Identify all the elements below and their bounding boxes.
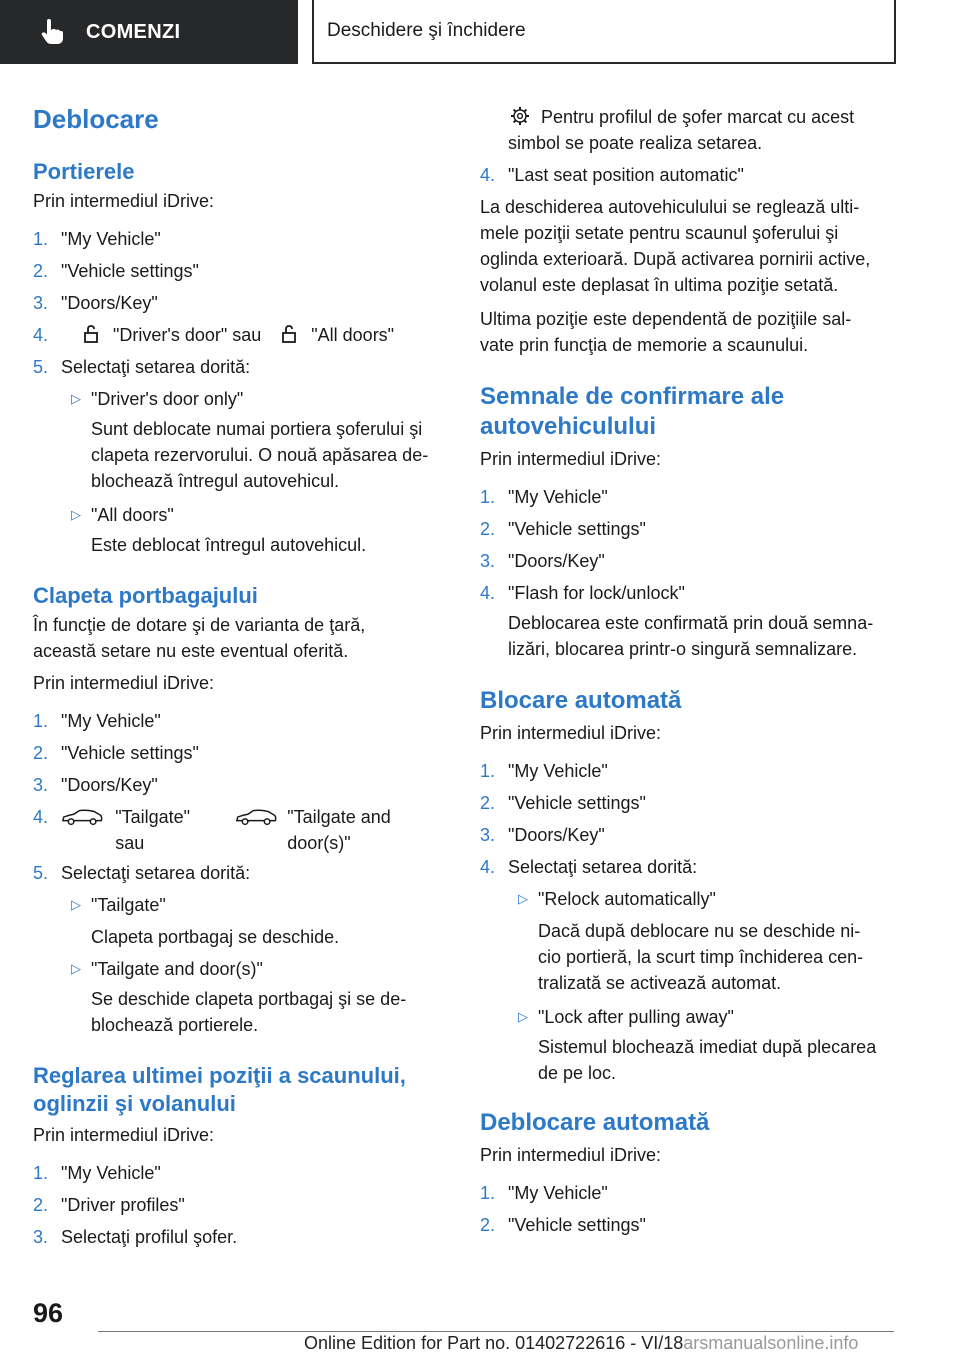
car-tailgate-icon: [235, 808, 277, 826]
triangle-bullet-icon: ▷: [518, 1009, 528, 1024]
list-item: 4. Selectaţi setarea dorită:: [480, 857, 698, 877]
list-item: 4. "Tailgate" sau "Tailgate and door(s)": [33, 807, 391, 853]
intro-text: Prin intermediul iDrive:: [480, 1145, 662, 1165]
right-column: [480, 104, 900, 1244]
list-item: 3. Selectaţi profilul şofer.: [33, 1227, 238, 1247]
step-description: Deblocarea este confirmată prin două semna‐lizări, blocarea printr-o singură semnalizare.: [508, 613, 874, 659]
list-item: 1. "My Vehicle": [480, 761, 608, 781]
list-item: 5. Selectaţi setarea dorită:: [33, 357, 251, 377]
option-description: Sistemul blochează imediat după plecarea de pe loc.: [538, 1037, 877, 1083]
list-item: 3. "Doors/Key": [480, 551, 605, 571]
option-item: ▷ "Tailgate and door(s)": [33, 956, 445, 986]
heading-deblocare: Deblocare: [33, 104, 159, 134]
list-item: 2. "Vehicle settings": [480, 519, 646, 539]
option-description: Sunt deblocate numai portiera şoferului şi clapeta rezervorului. O nouă apăsarea de‐blochează întregul autovehicul.: [91, 419, 429, 491]
car-tailgate-icon: [61, 808, 103, 826]
triangle-bullet-icon: ▷: [71, 391, 81, 406]
edition-text: Online Edition for Part no. 01402722616 - VI/18: [304, 1333, 684, 1353]
heading-blocare: Blocare automată: [480, 687, 682, 714]
list-item: 1. "My Vehicle": [33, 711, 161, 731]
intro-text: Prin intermediul iDrive:: [33, 191, 215, 211]
unlock-icon: [83, 325, 99, 343]
list-item: 4. "Last seat position automatic": [480, 165, 744, 185]
list-item: 2. "Vehicle settings": [480, 1215, 646, 1235]
intro-text: Prin intermediul iDrive:: [480, 723, 662, 743]
paragraph: La deschiderea autovehiculului se reglează ulti‐mele poziţii setate pentru scaunul şoferului şi oglinda exterioară. După activarea pornirii active, volanul este deplasat în ultima poziţie setată.: [480, 197, 871, 295]
list-item: 1. "My Vehicle": [480, 1183, 608, 1203]
hand-pointer-icon: [40, 19, 64, 45]
settings-gear-icon: [510, 106, 530, 126]
heading-reglarea: Reglarea ultimei poziţii a scaunului, oglinzii şi volanului: [33, 1063, 406, 1116]
option-item: ▷ "All doors": [33, 502, 445, 532]
triangle-bullet-icon: ▷: [71, 897, 81, 912]
chapter-label: Deschidere şi închidere: [327, 20, 526, 41]
list-item: 4. "Driver's door" sau "All doors": [33, 325, 395, 345]
triangle-bullet-icon: ▷: [518, 891, 528, 906]
intro-text: Prin intermediul iDrive:: [33, 673, 215, 693]
option-item: ▷ "Tailgate": [33, 892, 445, 924]
heading-portierele: Portierele: [33, 159, 135, 184]
list-item: 1. "My Vehicle": [33, 229, 161, 249]
note-text: În funcţie de dotare şi de varianta de ţară, această setare nu este eventual oferită.: [33, 615, 366, 661]
list-item: 1. "My Vehicle": [33, 1163, 161, 1183]
list-item: 3. "Doors/Key": [480, 825, 605, 845]
list-item: 4. "Flash for lock/unlock": [480, 583, 685, 603]
footer-edition: [304, 1333, 858, 1354]
paragraph: Ultima poziţie este dependentă de poziţiile sal‐vate prin funcţia de memorie a scaunului.: [480, 309, 852, 355]
list-item: 2. "Vehicle settings": [480, 793, 646, 813]
triangle-bullet-icon: ▷: [71, 507, 81, 522]
list-item: 5. Selectaţi setarea dorită:: [33, 863, 251, 883]
option-description: Clapeta portbagaj se deschide.: [91, 927, 340, 947]
profile-note: Pentru profilul de şofer marcat cu acest simbol se poate realiza setarea.: [508, 107, 855, 153]
section-label: COMENZI: [86, 20, 181, 43]
option-description: Dacă după deblocare nu se deschide ni‐cio portieră, la scurt timp închiderea cen‐tralizată se activează automat.: [538, 921, 864, 993]
list-item: 3. "Doors/Key": [33, 293, 158, 313]
option-item: ▷ "Lock after pulling away": [480, 1004, 900, 1034]
intro-text: Prin intermediul iDrive:: [480, 449, 662, 469]
intro-text: Prin intermediul iDrive:: [33, 1125, 215, 1145]
list-item: 2. "Driver profiles": [33, 1195, 185, 1215]
list-item: 1. "My Vehicle": [480, 487, 608, 507]
list-item: 2. "Vehicle settings": [33, 261, 199, 281]
left-column: [33, 98, 445, 1256]
chapter-tab[interactable]: [312, 0, 896, 64]
page-number: 96: [33, 1298, 64, 1328]
option-item: ▷ "Driver's door only": [33, 386, 445, 414]
option-description: Este deblocat întregul autovehicul.: [91, 535, 367, 555]
heading-deblocare-automata: Deblocare automată: [480, 1109, 710, 1136]
option-item: ▷ "Relock automatically": [480, 886, 900, 918]
heading-semnale: Semnale de confirmare ale autovehiculului: [480, 383, 785, 440]
watermark-text: arsmanualsonline.info: [683, 1333, 859, 1353]
triangle-bullet-icon: ▷: [71, 961, 81, 976]
unlock-icon: [281, 325, 297, 343]
option-description: Se deschide clapeta portbagaj şi se de‐blochează portierele.: [91, 989, 407, 1035]
list-item: 3. "Doors/Key": [33, 775, 158, 795]
footer-divider: [98, 1331, 894, 1332]
heading-clapeta: Clapeta portbagajului: [33, 583, 258, 608]
list-item: 2. "Vehicle settings": [33, 743, 199, 763]
section-tab[interactable]: [0, 0, 298, 64]
